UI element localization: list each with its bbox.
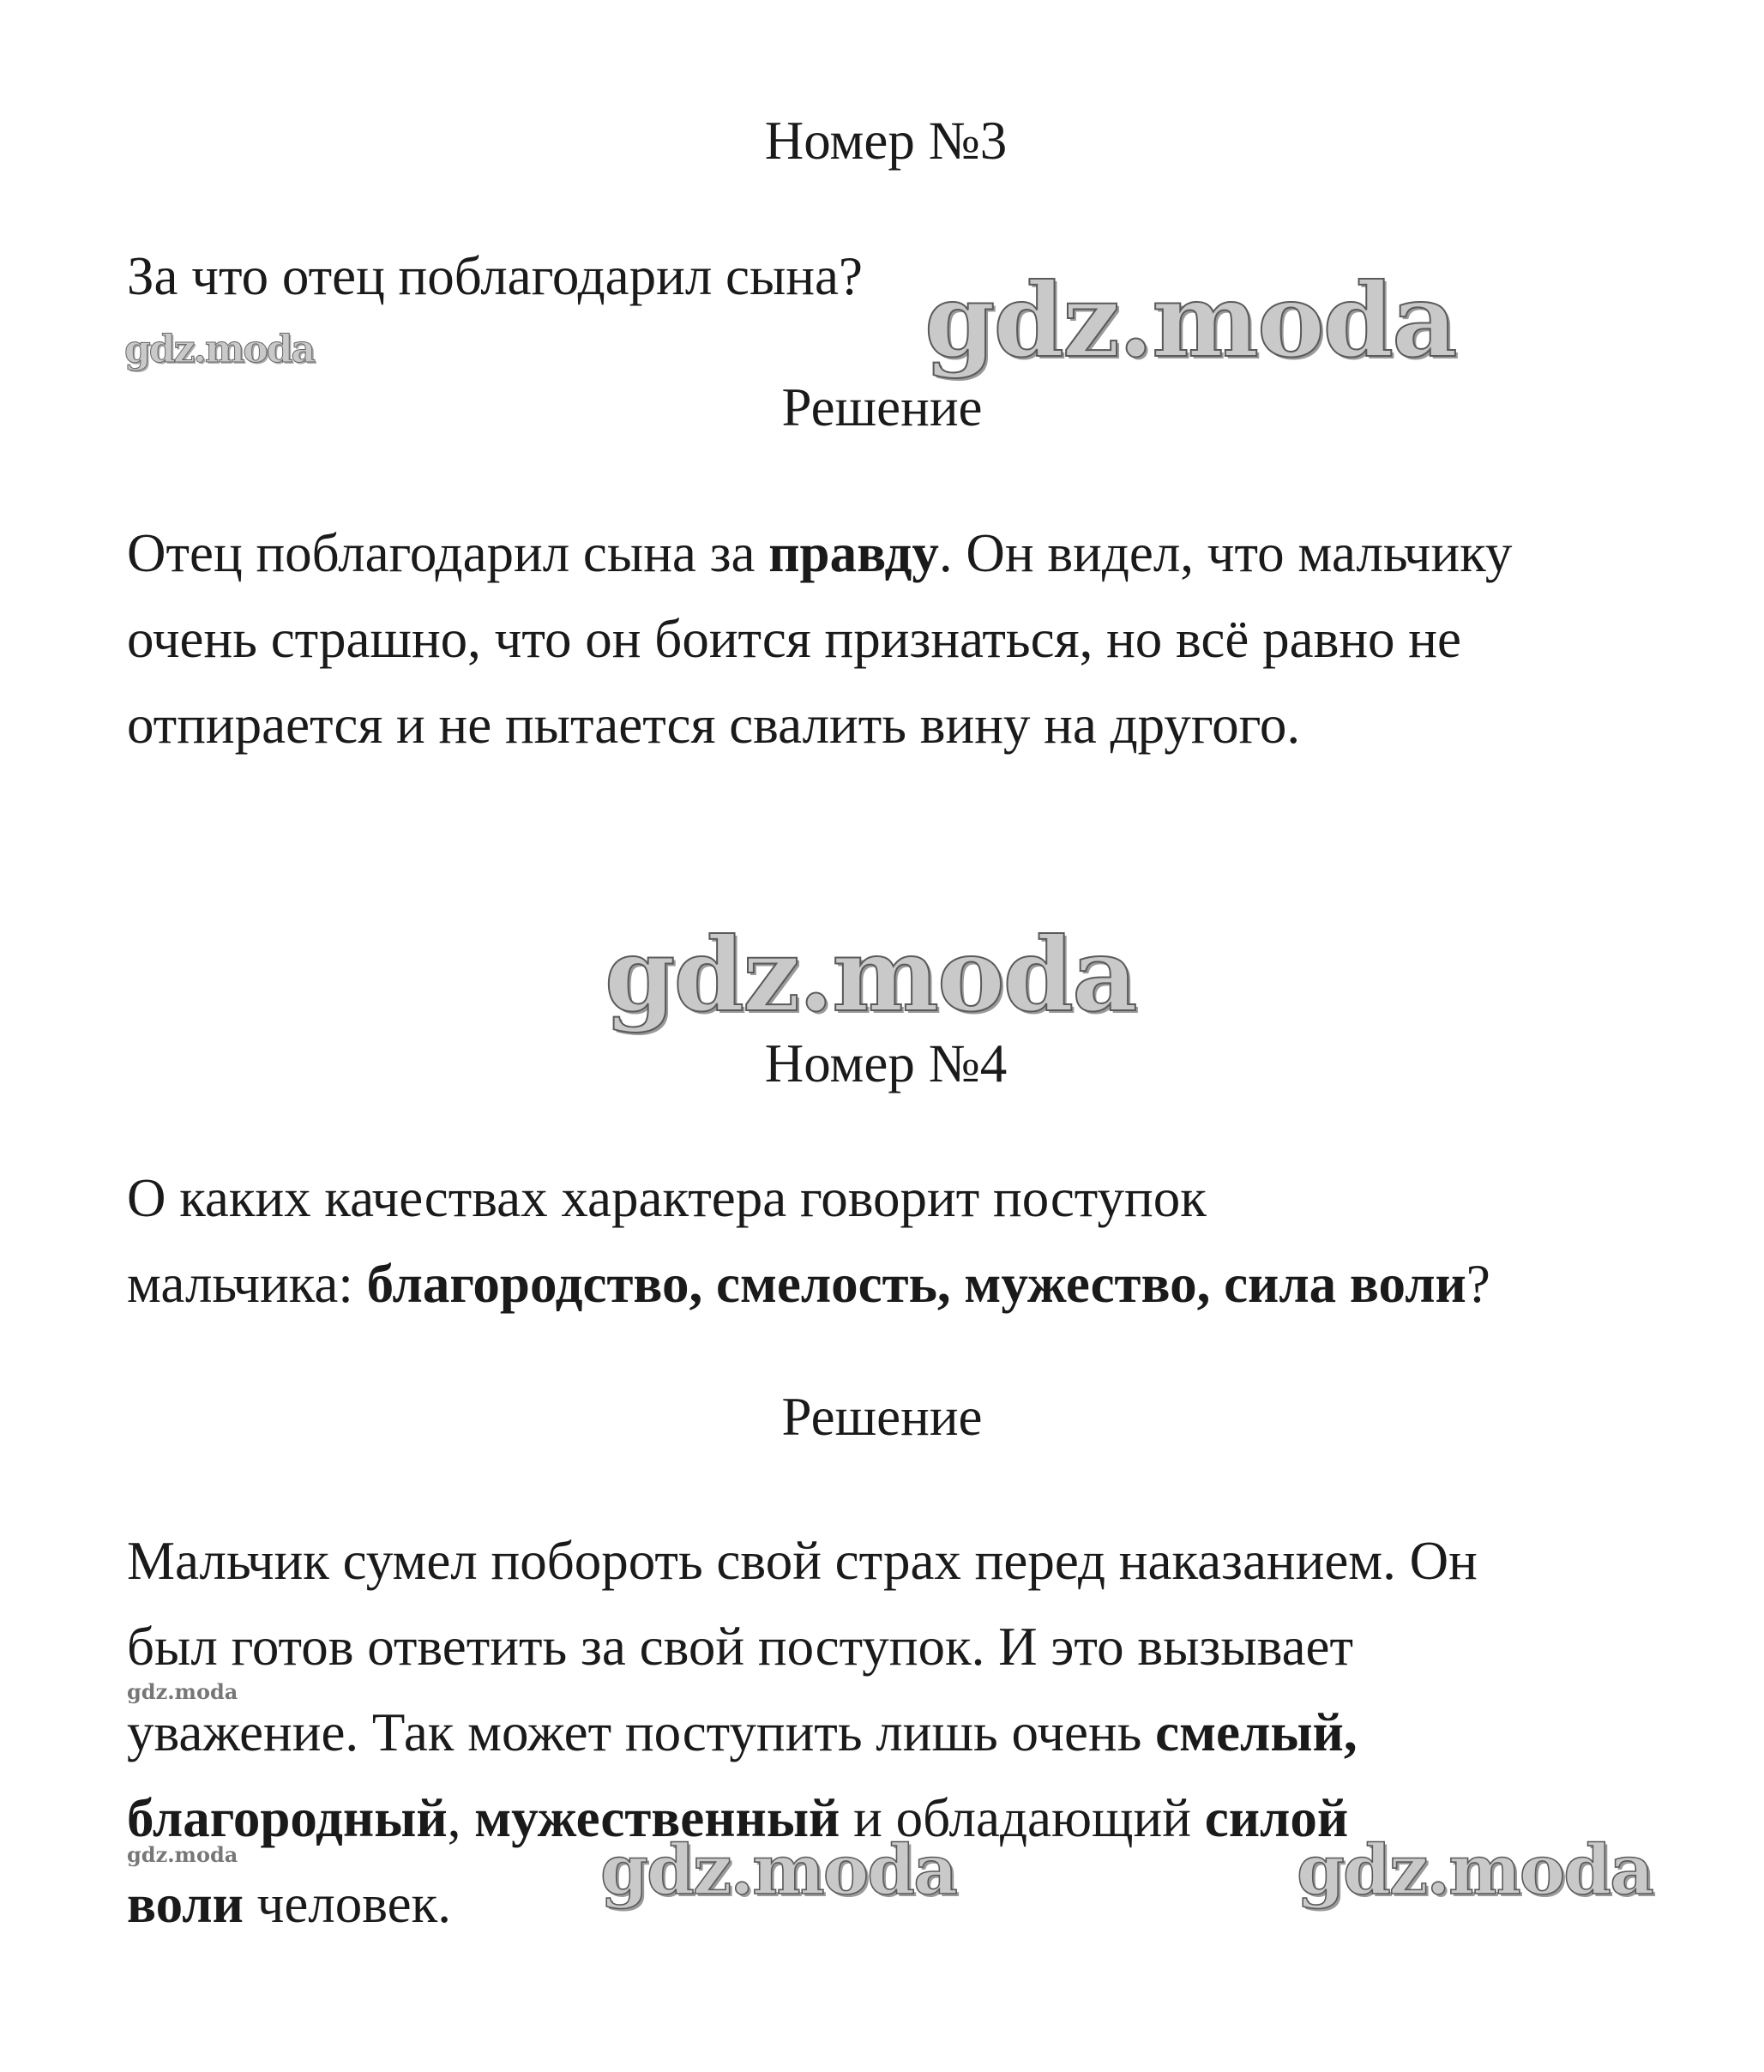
section-4-answer-line-4: благородный, мужественный и обладающий силой	[127, 1788, 1349, 1848]
section-3-title: Номер №3	[764, 111, 1008, 171]
watermark-top-right: gdz.moda	[924, 261, 1456, 380]
section-4-title: Номер №4	[764, 1033, 1008, 1093]
section-3-answer-line-2: очень страшно, что он боится признаться, но всё равно не	[127, 609, 1461, 669]
section-4-answer-line-2: был готов ответить за свой поступок. И это вызывает	[127, 1617, 1354, 1677]
section-3-solution-label: Решение	[781, 377, 983, 437]
section-3-answer-line-3: отпирается и не пытается свалить вину на другого.	[127, 695, 1301, 755]
section-4-question-line-1: О каких качествах характера говорит поступок	[127, 1168, 1207, 1228]
section-3-question: За что отец поблагодарил сына?	[127, 246, 863, 306]
watermark-top-left: gdz.moda	[124, 328, 315, 371]
section-4-answer-line-5: воли человек.	[127, 1874, 451, 1934]
section-4-solution-label: Решение	[781, 1387, 983, 1447]
section-4-answer-line-1: Мальчик сумел побороть свой страх перед наказанием. Он	[127, 1531, 1478, 1591]
watermark-middle: gdz.moda	[605, 915, 1136, 1034]
watermark-small-1: gdz.moda	[127, 1679, 238, 1704]
section-4-answer-line-3: уважение. Так может поступить лишь очень смелый,	[127, 1702, 1358, 1762]
watermark-small-2: gdz.moda	[127, 1842, 238, 1867]
section-4-question-line-2: мальчика: благородство, смелость, мужество, сила воли?	[127, 1254, 1490, 1314]
watermark-bottom-right: gdz.moda	[1297, 1829, 1653, 1910]
watermark-bottom-center: gdz.moda	[600, 1829, 956, 1910]
section-3-answer-line-1: Отец поблагодарил сына за правду. Он видел, что мальчику	[127, 523, 1513, 583]
